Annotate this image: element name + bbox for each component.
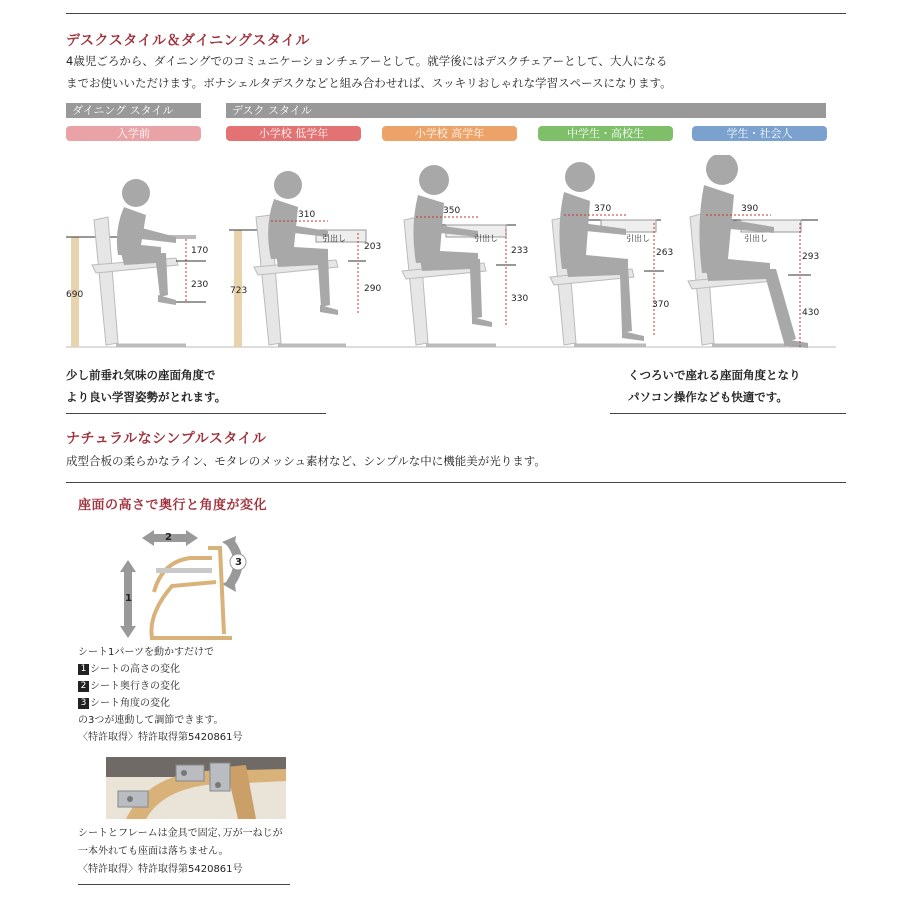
intro-line-1: 4歳児ごろから、ダイニングでのコミュニケーションチェアーとして。就学後にはデスクチェアーとして、大人になる <box>66 54 668 68</box>
section-title-seat-mechanism: 座面の高さで奥行と角度が変化 <box>78 498 268 513</box>
stage-pill-preschool: 入学前 <box>66 126 201 141</box>
dim-upper-0: 170 <box>191 246 209 256</box>
mechanism-intro: シート1パーツを動かすだけで <box>78 647 214 658</box>
figure-student-adult <box>688 155 818 348</box>
figure-upper-elementary <box>402 165 516 345</box>
mechanism-item-2-label: シート奥行きの変化 <box>90 681 180 692</box>
stage-pill-lower-elementary: 小学校 低学年 <box>226 126 361 141</box>
top-divider <box>66 13 846 14</box>
drawer-label-4: 引出し <box>744 234 768 243</box>
number-badge-3: 3 <box>78 698 89 709</box>
drawer-label-1: 引出し <box>322 234 346 243</box>
dim-lower-1: 290 <box>364 284 382 294</box>
seat-mechanism-illustration <box>112 522 262 644</box>
mechanism-item-3 <box>78 695 170 712</box>
number-badge-2: 2 <box>78 681 89 692</box>
figure-lower-elementary <box>229 171 366 347</box>
intro-line-2: までお使いいただけます。ボナシェルタデスクなどと組み合わせれば、スッキリおしゃれな学習スペースになります。 <box>66 76 672 90</box>
dim-upper-4: 293 <box>802 252 820 262</box>
figure-preschool <box>66 179 209 347</box>
section-title-desk-dining: デスクスタイル＆ダイニングスタイル <box>66 33 310 49</box>
stage-pill-upper-elementary: 小学校 高学年 <box>382 126 517 141</box>
bracket-hardware-photo <box>106 757 286 819</box>
dim-upper-2: 233 <box>511 246 529 256</box>
number-badge-1: 1 <box>78 664 89 675</box>
natural-style-description: 成型合板の柔らかなライン、モタレのメッシュ素材など、シンプルな中に機能美が光ります。 <box>66 454 546 468</box>
mechanism-item-2 <box>78 678 180 695</box>
mechanism-outro: の3つが連動して調節できます。 <box>78 715 224 726</box>
arrow-label-2: 2 <box>165 532 172 543</box>
drawer-label-2: 引出し <box>474 234 498 243</box>
dim-lower-4: 430 <box>802 308 820 318</box>
stage-pill-student-adult: 学生・社会人 <box>692 126 827 141</box>
divider-left-short <box>66 413 326 414</box>
stage-pill-junior-senior-high: 中学生・高校生 <box>538 126 673 141</box>
arrow-label-3: 3 <box>235 557 242 568</box>
seating-posture-diagram <box>66 155 836 355</box>
dim-table-height-0: 690 <box>66 290 84 300</box>
safety-note-line-1: シートとフレームは金具で固定､万が一ねじが <box>78 828 283 839</box>
dim-depth-1: 310 <box>298 210 316 220</box>
caption-left-line-2: より良い学習姿勢がとれます。 <box>66 390 227 404</box>
desk-style-band: デスク スタイル <box>226 103 826 118</box>
dim-table-height-1: 723 <box>230 286 248 296</box>
mechanism-item-3-label: シート角度の変化 <box>90 698 170 709</box>
arrow-label-1: 1 <box>125 593 132 604</box>
mechanism-item-1 <box>78 661 180 678</box>
divider-right-short <box>610 413 846 414</box>
safety-note-line-2: 一本外れても座面は落ちません。 <box>78 846 229 857</box>
dim-depth-2: 350 <box>443 206 461 216</box>
caption-right-line-1: くつろいで座れる座面角度となり <box>628 368 801 382</box>
dim-lower-3: 370 <box>652 300 670 310</box>
dim-upper-1: 203 <box>364 242 382 252</box>
section-title-natural-simple: ナチュラルなシンプルスタイル <box>66 431 267 447</box>
dim-upper-3: 263 <box>656 248 674 258</box>
patent-note-2: 〈特許取得〉特許取得第5420861号 <box>78 864 243 875</box>
figure-junior-senior-high <box>550 162 664 345</box>
bottom-divider <box>78 884 290 885</box>
patent-note-1: 〈特許取得〉特許取得第5420861号 <box>78 732 243 743</box>
caption-right-line-2: パソコン操作なども快適です。 <box>628 390 788 404</box>
dim-depth-4: 390 <box>741 204 759 214</box>
dining-style-band: ダイニング スタイル <box>66 103 201 118</box>
dim-lower-0: 230 <box>191 280 209 290</box>
divider-full <box>66 482 846 483</box>
dim-depth-3: 370 <box>594 204 612 214</box>
mechanism-item-1-label: シートの高さの変化 <box>90 664 180 675</box>
drawer-label-3: 引出し <box>626 234 650 243</box>
dim-lower-2: 330 <box>511 294 529 304</box>
caption-left-line-1: 少し前垂れ気味の座面角度で <box>66 368 216 382</box>
